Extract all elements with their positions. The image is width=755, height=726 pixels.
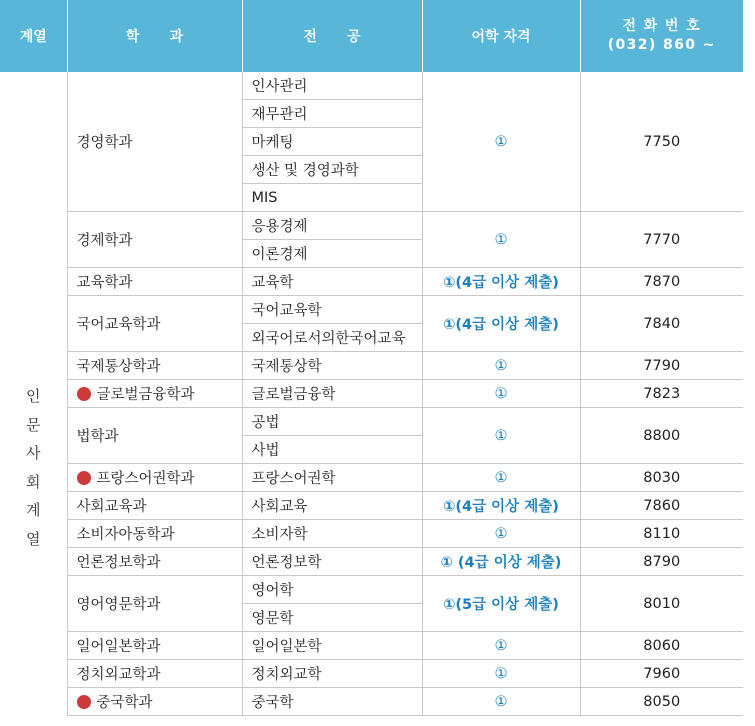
phone-extension-cell: 8060	[580, 632, 743, 660]
department-cell	[67, 408, 242, 464]
phone-extension-cell: 8110	[580, 520, 743, 548]
language-requirement-cell: ①(4급 이상 제출)	[422, 296, 580, 352]
header-department	[67, 0, 242, 72]
major-cell: 프랑스어권학	[242, 464, 422, 492]
phone-extension-cell: 7770	[580, 212, 743, 268]
department-cell	[67, 520, 242, 548]
phone-extension-cell: 8010	[580, 576, 743, 632]
phone-extension-cell: 8800	[580, 408, 743, 464]
department-name: 언론정보학과	[76, 555, 161, 571]
phone-extension-cell: 7840	[580, 296, 743, 352]
red-dot-icon	[77, 387, 91, 401]
language-requirement-cell: ①	[422, 688, 580, 716]
header-major	[242, 0, 422, 72]
major-cell: 정치외교학	[242, 660, 422, 688]
department-cell	[67, 464, 242, 492]
department-cell	[67, 352, 242, 380]
phone-extension-cell: 7960	[580, 660, 743, 688]
major-cell: 사회교육	[242, 492, 422, 520]
table-row	[0, 576, 743, 604]
category-cell	[0, 72, 67, 716]
phone-extension-cell: 7870	[580, 268, 743, 296]
table-row	[0, 296, 743, 324]
language-requirement-cell: ①	[422, 408, 580, 464]
major-cell: 글로벌금융학	[242, 380, 422, 408]
major-cell: 사법	[242, 436, 422, 464]
department-name: 경제학과	[76, 233, 133, 249]
table-row	[0, 72, 743, 100]
category-char: 문	[26, 415, 41, 434]
header-phone-line2: (032) 860 ~	[607, 37, 716, 53]
table-row	[0, 660, 743, 688]
department-cell	[67, 632, 242, 660]
phone-extension-cell: 7823	[580, 380, 743, 408]
header-language: 어학 자격	[422, 0, 580, 72]
department-name: 글로벌금융학과	[96, 387, 195, 403]
major-cell: 소비자학	[242, 520, 422, 548]
header-gyeyeol: 계열	[0, 0, 67, 72]
phone-extension-cell: 8790	[580, 548, 743, 576]
major-cell: 교육학	[242, 268, 422, 296]
major-cell: 외국어로서의한국어교육	[242, 324, 422, 352]
department-cell	[67, 296, 242, 352]
department-name: 소비자아동학과	[76, 527, 175, 543]
language-requirement-cell: ①	[422, 212, 580, 268]
phone-extension-cell: 7790	[580, 352, 743, 380]
header-phone	[580, 0, 743, 72]
red-dot-icon	[77, 471, 91, 485]
header-department-label: 학 과	[125, 29, 196, 45]
header-phone-line1: 전 화 번 호	[622, 18, 702, 35]
table-row	[0, 548, 743, 576]
department-cell	[67, 660, 242, 688]
phone-extension-cell: 7860	[580, 492, 743, 520]
department-name: 프랑스어권학과	[96, 471, 195, 487]
header-major-label: 전 공	[303, 29, 374, 45]
major-cell: 영어학	[242, 576, 422, 604]
major-cell: 재무관리	[242, 100, 422, 128]
table-row	[0, 464, 743, 492]
department-cell	[67, 72, 242, 212]
department-cell	[67, 576, 242, 632]
major-cell: 국어교육학	[242, 296, 422, 324]
language-requirement-cell: ①	[422, 520, 580, 548]
phone-extension-cell: 8030	[580, 464, 743, 492]
department-cell	[67, 268, 242, 296]
department-name: 경영학과	[76, 135, 133, 151]
major-cell: 국제통상학	[242, 352, 422, 380]
table-row	[0, 688, 743, 716]
major-cell: MIS	[242, 184, 422, 212]
table-row	[0, 408, 743, 436]
department-name: 중국학과	[96, 695, 153, 711]
major-cell: 중국학	[242, 688, 422, 716]
category-char: 열	[26, 529, 41, 548]
department-cell	[67, 380, 242, 408]
department-name: 정치외교학과	[76, 667, 161, 683]
department-cell	[67, 492, 242, 520]
department-name: 법학과	[76, 429, 119, 445]
department-cell	[67, 212, 242, 268]
major-cell: 영문학	[242, 604, 422, 632]
language-requirement-cell: ①(4급 이상 제출)	[422, 268, 580, 296]
department-name: 일어일본학과	[76, 639, 161, 655]
red-dot-icon	[77, 695, 91, 709]
major-cell: 이론경제	[242, 240, 422, 268]
department-name: 국어교육학과	[76, 317, 161, 333]
phone-extension-cell: 8050	[580, 688, 743, 716]
table-row	[0, 520, 743, 548]
language-requirement-cell: ① (4급 이상 제출)	[422, 548, 580, 576]
category-char: 계	[26, 501, 41, 519]
language-requirement-cell: ①	[422, 380, 580, 408]
table-row	[0, 380, 743, 408]
table-row	[0, 492, 743, 520]
major-cell: 언론정보학	[242, 548, 422, 576]
header-row	[0, 0, 743, 72]
major-cell: 공법	[242, 408, 422, 436]
language-requirement-cell: ①	[422, 660, 580, 688]
major-cell: 마케팅	[242, 128, 422, 156]
table-row	[0, 212, 743, 240]
language-requirement-cell: ①(5급 이상 제출)	[422, 576, 580, 632]
category-char: 사	[26, 444, 41, 462]
language-requirement-cell: ①	[422, 632, 580, 660]
category-char: 인	[26, 387, 41, 405]
language-requirement-cell: ①	[422, 352, 580, 380]
major-cell: 응용경제	[242, 212, 422, 240]
language-requirement-cell: ①	[422, 464, 580, 492]
department-cell	[67, 688, 242, 716]
table-row	[0, 632, 743, 660]
table-row	[0, 268, 743, 296]
major-cell: 생산 및 경영과학	[242, 156, 422, 184]
major-cell: 일어일본학	[242, 632, 422, 660]
table-row	[0, 352, 743, 380]
department-name: 영어영문학과	[76, 597, 161, 613]
department-cell	[67, 548, 242, 576]
language-requirement-cell: ①(4급 이상 제출)	[422, 492, 580, 520]
language-requirement-cell: ①	[422, 72, 580, 212]
major-cell: 인사관리	[242, 72, 422, 100]
phone-extension-cell: 7750	[580, 72, 743, 212]
department-name: 국제통상학과	[76, 359, 161, 375]
department-name: 교육학과	[76, 275, 133, 291]
category-char: 회	[26, 472, 41, 491]
department-name: 사회교육과	[76, 499, 147, 515]
